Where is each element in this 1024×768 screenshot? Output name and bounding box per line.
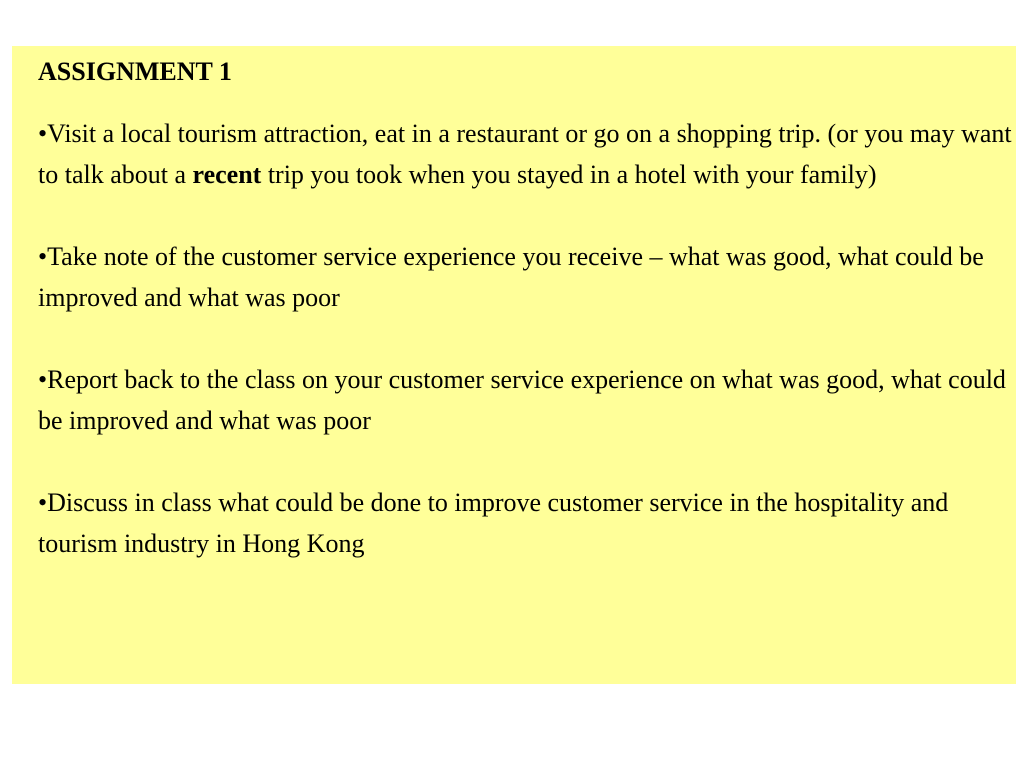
bullet-text: Take note of the customer service experience you receive – what was good, what could be improved and what was poor xyxy=(38,242,984,312)
bullet-text-bold: recent xyxy=(192,160,262,189)
bullet-marker: • xyxy=(38,242,48,271)
assignment-panel xyxy=(12,46,1016,684)
bullet-text: Report back to the class on your customer service experience on what was good, what could be improved and what was poor xyxy=(38,365,1006,435)
bullet-marker: • xyxy=(38,119,48,148)
bullet-text-before: Visit a local tourism attraction, eat in a restaurant or go on a shopping trip. (or you may want to talk about a xyxy=(38,119,1012,189)
bullet-text: Discuss in class what could be done to improve customer service in the hospitality and tourism industry in Hong Kong xyxy=(38,488,949,558)
bullet-item-take-note xyxy=(38,236,1018,318)
bullet-item-report-back xyxy=(38,359,1018,441)
bullet-item-discuss xyxy=(38,482,1018,564)
bullet-item-visit xyxy=(38,113,1018,195)
bullet-marker: • xyxy=(38,488,48,517)
bullet-marker: • xyxy=(38,365,48,394)
bullet-text-after: trip you took when you stayed in a hotel with your family) xyxy=(261,160,877,189)
assignment-title: ASSIGNMENT 1 xyxy=(38,57,232,86)
